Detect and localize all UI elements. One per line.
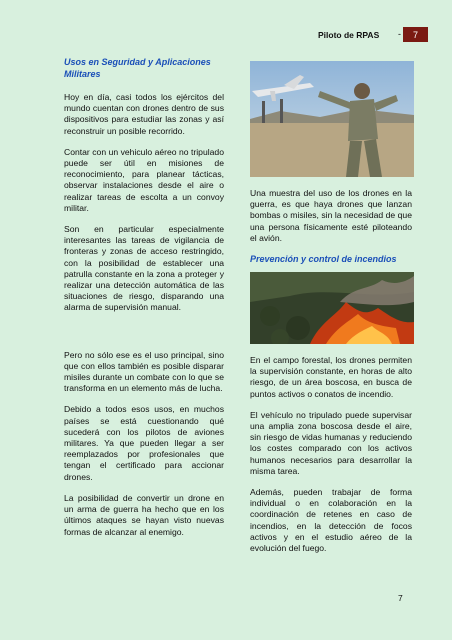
forest-fire-photo bbox=[250, 272, 414, 344]
running-header-dash: - bbox=[398, 29, 401, 39]
photo-caption: Una muestra del uso de los drones en la guerra, es que haya drones que lanzan bombas o misiles, sin la necesidad de que una persona físicamente esté piloteando el avión. bbox=[250, 188, 412, 243]
section-heading-security: Usos en Seguridad y Aplicaciones Militares bbox=[64, 57, 211, 79]
paragraph: En el campo forestal, los drones permiten la supervisión constante, en horas de alto riesgo, de un área boscosa, en busca de puntos activos o conatos de incendio. bbox=[250, 355, 412, 399]
paragraph: Además, pueden trabajar de forma individual o en colaboración en la coordinación de retenes en caso de incendios, en la detección de focos activos y en el estudio aéreo de la evolución del fuego. bbox=[250, 487, 412, 554]
military-drone-photo bbox=[250, 61, 414, 177]
right-column-top bbox=[250, 188, 412, 278]
paragraph: Son en particular especialmente interesantes las tareas de vigilancia de fronteras y zonas de acceso restringido, con la posibilidad de establecer una patrulla constante en la zona a proteger y realizar una detección automática de las situaciones de riesgo, disparando una alarma de supervisión manual. bbox=[64, 224, 224, 313]
page-number: 7 bbox=[398, 593, 403, 603]
running-header-title: Piloto de RPAS bbox=[318, 30, 380, 40]
left-column bbox=[64, 57, 224, 548]
paragraph: La posibilidad de convertir un drone en un arma de guerra ha hecho que en los últimos ataques se hayan visto nuevas formas de alcanzar al enemigo. bbox=[64, 492, 224, 537]
section-heading-fire-prevention: Prevención y control de incendios bbox=[250, 254, 397, 265]
paragraph: El vehículo no tripulado puede supervisar una amplia zona boscosa desde el aire, sin riesgo de vidas humanas y reduciendo los costes comparado con los activos humanos necesarios para desarrollar la misma tarea. bbox=[250, 409, 412, 476]
paragraph: Debido a todos esos usos, en muchos países se está cuestionando qué sucederá con los pilotos de aviones militares. Ya que pueden llegar a ser reemplazados por profesionales que tengan el certificado para accionar drones. bbox=[64, 404, 224, 482]
right-column-bottom bbox=[250, 355, 412, 564]
paragraph: Contar con un vehiculo aéreo no tripulado puede ser útil en misiones de reconocimiento, para planear tácticas, observar instalaciones desde el aire o realizar tareas de escolta a un convoy militar. bbox=[64, 146, 224, 213]
paragraph: Hoy en día, casi todos los ejércitos del mundo cuentan con drones dentro de sus dispositivos para estudiar las zonas y así reconstruir un posible recorrido. bbox=[64, 92, 224, 136]
paragraph: Pero no sólo ese es el uso principal, sino que con ellos también es posible disparar misiles durante un combate con lo que se transforma en un elemento más de lucha. bbox=[64, 349, 224, 394]
header-page-badge: 7 bbox=[403, 27, 428, 42]
